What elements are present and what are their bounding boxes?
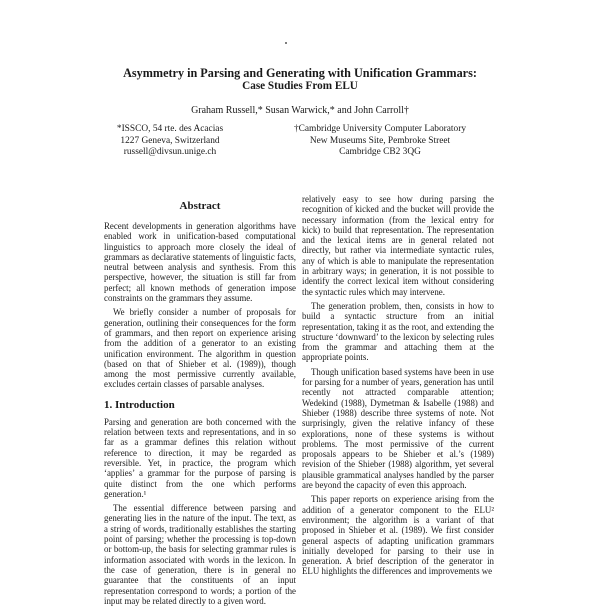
affiliation-line: Cambridge CB2 3QG — [339, 147, 421, 157]
section-heading-introduction: 1. Introduction — [104, 398, 175, 411]
body-paragraph: Though unification based systems have been in use for parsing for a number of years, generation has until recently not attracted comparable attention; Wedekind (1988), Dymetman & Isabelle (1988) and Shieber (1988) describe three systems of note. Not surprisingly, given the relative infancy of these explorations, none of these systems is without problems. The most permissive of the current proposals appears to be Shieber et al.’s (1989) revision of the Shieber (1988) algorithm, yet several plausible grammatical analyses handled by the parser are beyond the capacity of even this approach. — [302, 366, 494, 491]
left-column — [104, 196, 296, 606]
affiliation-line: 1227 Geneva, Switzerland — [120, 135, 220, 146]
affiliation-email: russell@divsun.unige.ch — [123, 147, 217, 157]
body-paragraph: This paper reports on experience arising from the addition of a generator component to the ELU² environment; the algorithm is a variant of that proposed in Shieber et al. (1989). We first consider general aspects of adapting unification grammars initially developed for parsing to their use in generation. A brief description of the generator in ELU highlights the differences and improvements we — [302, 494, 494, 577]
abstract-heading: Abstract — [179, 200, 221, 212]
body-paragraph: The generation problem, then, consists in how to build a syntactic structure from an initial representation, taking it as the root, and extending the structure ‘downward’ to the lexicon by selecting rules from the grammar and attaching them at the appropriate points. — [302, 300, 494, 363]
paper-subtitle: Case Studies From ELU — [242, 80, 358, 92]
paper-title: Asymmetry in Parsing and Generating with Unification Grammars: — [123, 66, 477, 80]
body-paragraph: The essential difference between parsing and generating lies in the nature of the input. The text, as a string of words, traditionally establishes the starting point of parsing; whether the processing is top-down or bottom-up, the basis for selecting grammar rules is information associated with words in the lexicon. In the case of generation, there is in general no guarantee that the constituents of an input representation correspond to words; a portion of the input may be related directly to a given word. — [104, 503, 296, 606]
affiliation-cambridge — [264, 124, 496, 159]
right-column — [302, 194, 494, 577]
affiliation-issco — [80, 124, 260, 159]
scan-speck — [285, 42, 287, 44]
body-paragraph: Parsing and generation are both concerned with the relation between texts and representations, and in so far as a grammar defines this relation without reference to direction, it may be regarded as reversible. Yet, in practice, the program which ‘applies’ a grammar for the purpose of parsing is quite distinct from the one which performs generation.¹ — [104, 416, 296, 499]
affiliation-line: New Museums Site, Pembroke Street — [309, 135, 451, 146]
affiliation-line: †Cambridge University Computer Laboratory — [293, 124, 467, 134]
affiliation-line: *ISSCO, 54 rte. des Acacias — [116, 124, 224, 134]
abstract-paragraph: Recent developments in generation algorithms have enabled work in unification-based computational linguistics to approach more closely the ideal of grammars as declarative statements of linguistic facts, neutral between analysis and synthesis. From this perspective, however, the situation is still far from perfect; all known methods of generation impose constraints on the grammars they assume. — [104, 221, 296, 304]
body-paragraph: relatively easy to see how during parsing the recognition of kicked and the bucket will provide the necessary information (from the lexical entry for kick) to build that representation. The representation and the lexical items are in general related not directly, but rather via intermediate syntactic rules, any of which is able to manipulate the representation in arbitrary ways; in generation, it is not possible to identify the correct lexical item without considering the syntactic rules which may intervene. — [302, 194, 494, 297]
abstract-paragraph: We briefly consider a number of proposals for generation, outlining their consequences for the form of grammars, and then report on experience arising from the addition of a generator to an existing unification environment. The algorithm in question (based on that of Shieber et al. (1989)), though among the most permissive currently available, excludes certain classes of parsable analyses. — [104, 307, 296, 390]
author-list: Graham Russell,* Susan Warwick,* and John Carroll† — [191, 105, 409, 116]
